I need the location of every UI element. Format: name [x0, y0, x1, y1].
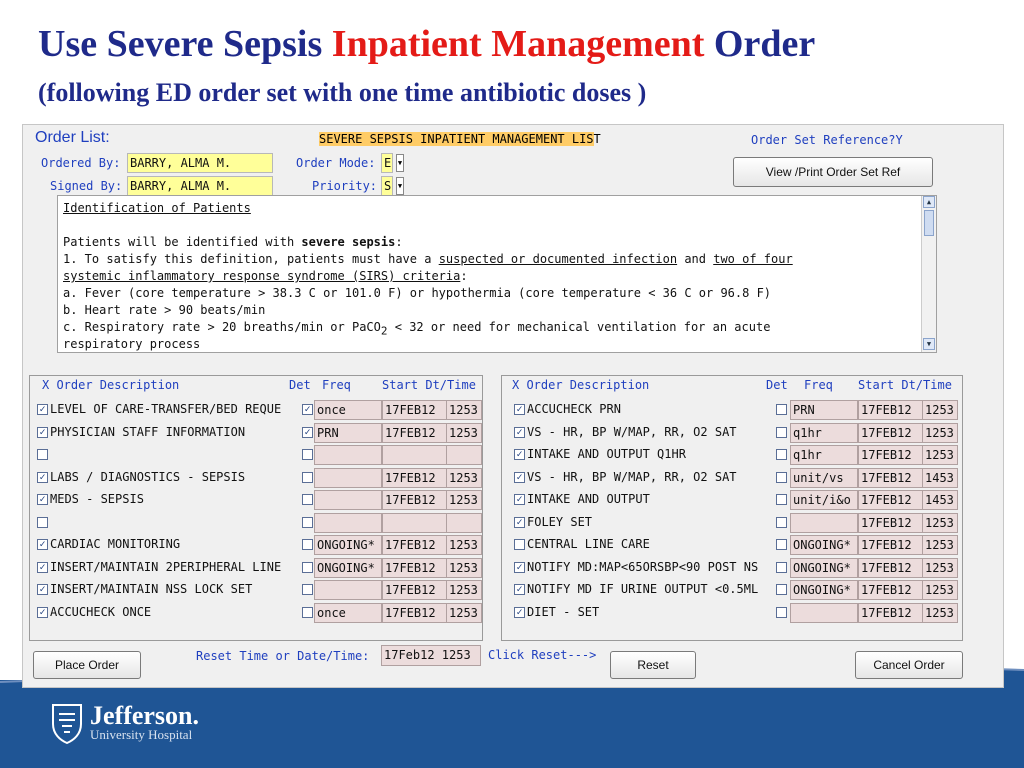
- header-start-dt-time: Start Dt/Time: [858, 378, 952, 392]
- signed-by-label: Signed By:: [50, 179, 123, 193]
- order-description: PHYSICIAN STAFF INFORMATION: [50, 424, 246, 439]
- ordered-by-field[interactable]: BARRY, ALMA M.: [127, 153, 273, 173]
- line2-mid: and: [677, 252, 714, 266]
- order-description: LEVEL OF CARE-TRANSFER/BED REQUE: [50, 402, 282, 416]
- start-time-field[interactable]: 1253: [446, 423, 482, 443]
- order-row: [30, 489, 482, 511]
- start-time-field[interactable]: 1253: [446, 558, 482, 578]
- order-description: ACCUCHECK PRN: [527, 402, 621, 416]
- view-print-order-set-button[interactable]: View /Print Order Set Ref: [733, 157, 933, 187]
- description-line: [63, 234, 921, 251]
- order-select-checkbox[interactable]: ✓: [37, 427, 48, 438]
- frequency-field[interactable]: [314, 490, 382, 510]
- order-select-checkbox[interactable]: ✓: [37, 404, 48, 415]
- frequency-field[interactable]: [314, 513, 382, 533]
- line2-pre: 1. To satisfy this definition, patients must have a: [63, 252, 439, 266]
- order-row: [502, 534, 962, 556]
- frequency-field[interactable]: ONGOING*: [790, 558, 858, 578]
- start-time-field[interactable]: 1253: [446, 490, 482, 510]
- order-row: [30, 602, 482, 624]
- description-line: b. Heart rate > 90 beats/min: [63, 303, 266, 317]
- start-time-field[interactable]: 1253: [922, 580, 958, 600]
- detail-checkbox[interactable]: ✓: [302, 427, 313, 438]
- order-description: MEDS - SEPSIS: [50, 492, 144, 506]
- order-description: FOLEY SET: [527, 514, 593, 529]
- header-det: Det: [289, 378, 311, 392]
- start-date-field[interactable]: 17FEB12: [858, 513, 924, 533]
- order-select-checkbox[interactable]: ✓: [514, 472, 525, 483]
- start-date-field[interactable]: 17FEB12: [382, 603, 448, 623]
- start-date-field[interactable]: [382, 513, 448, 533]
- order-row: [502, 399, 962, 421]
- order-row: [502, 579, 962, 601]
- detail-checkbox[interactable]: [776, 584, 787, 595]
- order-select-checkbox[interactable]: ✓: [514, 449, 525, 460]
- start-time-field[interactable]: 1253: [922, 445, 958, 465]
- frequency-field[interactable]: [314, 445, 382, 465]
- start-date-field[interactable]: 17FEB12: [858, 400, 924, 420]
- description-line: [63, 319, 921, 336]
- detail-checkbox[interactable]: [302, 449, 313, 460]
- order-set-reference: [751, 133, 903, 147]
- header-freq: Freq: [804, 378, 833, 392]
- description-line: respiratory process: [63, 337, 201, 351]
- cancel-order-button[interactable]: Cancel Order: [855, 651, 963, 679]
- frequency-field[interactable]: PRN: [314, 423, 382, 443]
- order-select-checkbox[interactable]: ✓: [37, 562, 48, 573]
- reset-time-label: Reset Time or Date/Time:: [196, 649, 370, 663]
- detail-checkbox[interactable]: [776, 517, 787, 528]
- order-list-name: [319, 132, 601, 146]
- order-select-checkbox[interactable]: ✓: [514, 404, 525, 415]
- detail-checkbox[interactable]: ✓: [302, 404, 313, 415]
- start-date-field[interactable]: 17FEB12: [858, 445, 924, 465]
- start-time-field[interactable]: 1453: [922, 468, 958, 488]
- description-line: [63, 268, 921, 285]
- start-date-field[interactable]: 17FEB12: [858, 468, 924, 488]
- detail-checkbox[interactable]: [776, 539, 787, 550]
- frequency-field[interactable]: unit/vs: [790, 468, 858, 488]
- order-list-name-tail: T: [593, 132, 601, 146]
- jefferson-logo: [50, 700, 199, 746]
- frequency-field[interactable]: unit/i&o: [790, 490, 858, 510]
- start-time-field[interactable]: [446, 513, 482, 533]
- place-order-button[interactable]: Place Order: [33, 651, 141, 679]
- order-select-checkbox[interactable]: ✓: [514, 494, 525, 505]
- detail-checkbox[interactable]: [776, 607, 787, 618]
- detail-checkbox[interactable]: [302, 472, 313, 483]
- priority-field[interactable]: S: [381, 176, 393, 196]
- priority-label: Priority:: [312, 179, 378, 193]
- order-row: [30, 557, 482, 579]
- order-description: DIET - SET: [527, 604, 600, 619]
- frequency-field[interactable]: [790, 603, 858, 623]
- slide-title: [38, 22, 815, 66]
- start-time-field[interactable]: 1253: [446, 400, 482, 420]
- order-select-checkbox[interactable]: [37, 449, 48, 460]
- detail-checkbox[interactable]: [776, 404, 787, 415]
- header-det: Det: [766, 378, 788, 392]
- start-date-field[interactable]: 17FEB12: [382, 535, 448, 555]
- order-mode-dropdown-icon[interactable]: ▼: [396, 154, 404, 172]
- reset-time-field[interactable]: 17Feb12 1253: [381, 645, 481, 666]
- order-description: CENTRAL LINE CARE: [527, 537, 650, 551]
- detail-checkbox[interactable]: [302, 562, 313, 573]
- start-time-field[interactable]: [446, 445, 482, 465]
- order-select-checkbox[interactable]: [514, 539, 525, 550]
- start-time-field[interactable]: 1253: [922, 400, 958, 420]
- order-row: [502, 512, 962, 534]
- start-date-field[interactable]: 17FEB12: [858, 535, 924, 555]
- priority-dropdown-icon[interactable]: ▼: [396, 177, 404, 195]
- line1-post: :: [395, 235, 403, 249]
- frequency-field[interactable]: q1hr: [790, 423, 858, 443]
- order-description: INTAKE AND OUTPUT Q1HR: [527, 447, 686, 461]
- start-date-field[interactable]: 17FEB12: [382, 580, 448, 600]
- start-time-field[interactable]: 1253: [922, 513, 958, 533]
- order-select-checkbox[interactable]: ✓: [514, 584, 525, 595]
- start-time-field[interactable]: 1253: [446, 468, 482, 488]
- line1-bold: severe sepsis: [301, 235, 396, 249]
- header-freq: Freq: [322, 378, 351, 392]
- line3-u: systemic inflammatory response syndrome (SIRS) criteria: [63, 269, 461, 283]
- shield-logo-icon: [50, 702, 84, 744]
- order-row: [502, 489, 962, 511]
- order-select-checkbox[interactable]: ✓: [37, 607, 48, 618]
- order-row: [30, 579, 482, 601]
- order-row: [30, 422, 482, 444]
- order-row: [502, 557, 962, 579]
- order-list-label: Order List:: [35, 129, 110, 146]
- order-entry-window: [22, 124, 1004, 688]
- detail-checkbox[interactable]: [776, 472, 787, 483]
- order-row: [30, 512, 482, 534]
- order-description: NOTIFY MD:MAP<65ORSBP<90 POST NS: [527, 559, 759, 574]
- detail-checkbox[interactable]: [302, 494, 313, 505]
- scroll-down-icon[interactable]: ▼: [923, 338, 935, 350]
- order-select-checkbox[interactable]: ✓: [37, 494, 48, 505]
- description-scrollbar[interactable]: [921, 196, 936, 352]
- description-line: [63, 217, 921, 234]
- order-select-checkbox[interactable]: ✓: [37, 539, 48, 550]
- order-mode-label: Order Mode:: [296, 156, 376, 170]
- frequency-field[interactable]: ONGOING*: [790, 535, 858, 555]
- signed-by-field[interactable]: BARRY, ALMA M.: [127, 176, 273, 196]
- order-row: [30, 534, 482, 556]
- start-time-field[interactable]: 1253: [922, 558, 958, 578]
- start-date-field[interactable]: 17FEB12: [858, 490, 924, 510]
- order-description: INTAKE AND OUTPUT: [527, 492, 650, 506]
- frequency-field[interactable]: once: [314, 400, 382, 420]
- frequency-field[interactable]: [314, 580, 382, 600]
- line6-sub: 2: [380, 324, 388, 338]
- title-part2: Inpatient Management: [331, 23, 705, 65]
- order-row: [502, 422, 962, 444]
- order-set-ref-value[interactable]: Y: [895, 133, 903, 147]
- line2-u2: two of four: [713, 252, 793, 266]
- detail-checkbox[interactable]: [302, 539, 313, 550]
- start-time-field[interactable]: 1253: [922, 535, 958, 555]
- order-description: VS - HR, BP W/MAP, RR, O2 SAT: [527, 424, 737, 439]
- order-select-checkbox[interactable]: ✓: [514, 607, 525, 618]
- start-date-field[interactable]: 17FEB12: [858, 603, 924, 623]
- detail-checkbox[interactable]: [776, 494, 787, 505]
- start-date-field[interactable]: [382, 445, 448, 465]
- frequency-field[interactable]: once: [314, 603, 382, 623]
- line6-post: < 32 or need for mechanical ventilation for an acute: [387, 320, 771, 334]
- frequency-field[interactable]: [314, 468, 382, 488]
- frequency-field[interactable]: q1hr: [790, 445, 858, 465]
- order-row: [502, 467, 962, 489]
- frequency-field[interactable]: [790, 513, 858, 533]
- start-time-field[interactable]: 1253: [446, 580, 482, 600]
- order-description: NOTIFY MD IF URINE OUTPUT <0.5ML: [527, 582, 759, 596]
- line1-pre: Patients will be identified with: [63, 235, 302, 249]
- start-time-field[interactable]: 1253: [922, 423, 958, 443]
- start-date-field[interactable]: 17FEB12: [382, 468, 448, 488]
- start-date-field[interactable]: 17FEB12: [858, 423, 924, 443]
- title-part1: Use Severe Sepsis: [38, 23, 332, 65]
- order-row: [502, 602, 962, 624]
- start-date-field[interactable]: 17FEB12: [382, 423, 448, 443]
- description-heading: [63, 200, 921, 217]
- detail-checkbox[interactable]: [302, 517, 313, 528]
- click-reset-label: Click Reset--->: [488, 648, 597, 662]
- start-time-field[interactable]: 1253: [446, 603, 482, 623]
- start-date-field[interactable]: 17FEB12: [858, 580, 924, 600]
- frequency-field[interactable]: ONGOING*: [314, 535, 382, 555]
- frequency-field[interactable]: ONGOING*: [314, 558, 382, 578]
- order-select-checkbox[interactable]: ✓: [37, 472, 48, 483]
- order-set-description-panel[interactable]: [57, 195, 937, 353]
- logo-name: Jefferson.: [90, 701, 200, 730]
- header-start-dt-time: Start Dt/Time: [382, 378, 476, 392]
- scroll-up-icon[interactable]: ▲: [923, 196, 935, 208]
- logo-subtitle: University Hospital: [90, 727, 193, 742]
- start-date-field[interactable]: 17FEB12: [858, 558, 924, 578]
- order-mode-field[interactable]: E: [381, 153, 393, 173]
- order-select-checkbox[interactable]: ✓: [37, 584, 48, 595]
- order-row: [30, 399, 482, 421]
- detail-checkbox[interactable]: [302, 584, 313, 595]
- order-description: ACCUCHECK ONCE: [50, 604, 152, 619]
- order-description: LABS / DIAGNOSTICS - SEPSIS: [50, 469, 246, 484]
- order-row: [502, 444, 962, 466]
- order-description: INSERT/MAINTAIN NSS LOCK SET: [50, 582, 253, 596]
- start-time-field[interactable]: 1253: [446, 535, 482, 555]
- description-line: a. Fever (core temperature > 38.3 C or 101.0 F) or hypothermia (core temperature < 36 C or 96.8 F): [63, 286, 772, 300]
- detail-checkbox[interactable]: [776, 449, 787, 460]
- start-time-field[interactable]: 1253: [922, 603, 958, 623]
- header-x-order-description: X Order Description: [512, 378, 650, 392]
- line6-pre: c. Respiratory rate > 20 breaths/min or PaCO: [63, 320, 381, 334]
- slide-subtitle: (following ED order set with one time antibiotic doses ): [38, 78, 647, 107]
- start-date-field[interactable]: 17FEB12: [382, 490, 448, 510]
- order-select-checkbox[interactable]: ✓: [514, 562, 525, 573]
- order-description: CARDIAC MONITORING: [50, 537, 181, 551]
- order-select-checkbox[interactable]: ✓: [514, 517, 525, 528]
- start-date-field[interactable]: 17FEB12: [382, 400, 448, 420]
- order-row: [30, 467, 482, 489]
- left-orders-panel: [29, 375, 483, 641]
- line2-u1: suspected or documented infection: [438, 252, 678, 266]
- order-description: VS - HR, BP W/MAP, RR, O2 SAT: [527, 469, 737, 484]
- order-description: INSERT/MAINTAIN 2PERIPHERAL LINE: [50, 559, 282, 574]
- detail-checkbox[interactable]: [302, 607, 313, 618]
- description-line: [63, 251, 921, 268]
- frequency-field[interactable]: ONGOING*: [790, 580, 858, 600]
- header-x-order-description: X Order Description: [42, 378, 180, 392]
- reset-button[interactable]: Reset: [610, 651, 696, 679]
- title-part3: Order: [704, 23, 816, 65]
- order-select-checkbox[interactable]: ✓: [514, 427, 525, 438]
- right-orders-panel: [501, 375, 963, 641]
- order-set-ref-label: Order Set Reference?: [751, 133, 896, 147]
- order-row: [30, 444, 482, 466]
- start-time-field[interactable]: 1453: [922, 490, 958, 510]
- line3-post: :: [460, 269, 468, 283]
- order-list-name-highlight: SEVERE SEPSIS INPATIENT MANAGEMENT LIS: [319, 132, 594, 146]
- detail-checkbox[interactable]: [776, 562, 787, 573]
- heading-text: Identification of Patients: [63, 201, 251, 215]
- detail-checkbox[interactable]: [776, 427, 787, 438]
- start-date-field[interactable]: 17FEB12: [382, 558, 448, 578]
- order-select-checkbox[interactable]: [37, 517, 48, 528]
- ordered-by-label: Ordered By:: [41, 156, 121, 170]
- scroll-thumb[interactable]: [924, 210, 934, 236]
- frequency-field[interactable]: PRN: [790, 400, 858, 420]
